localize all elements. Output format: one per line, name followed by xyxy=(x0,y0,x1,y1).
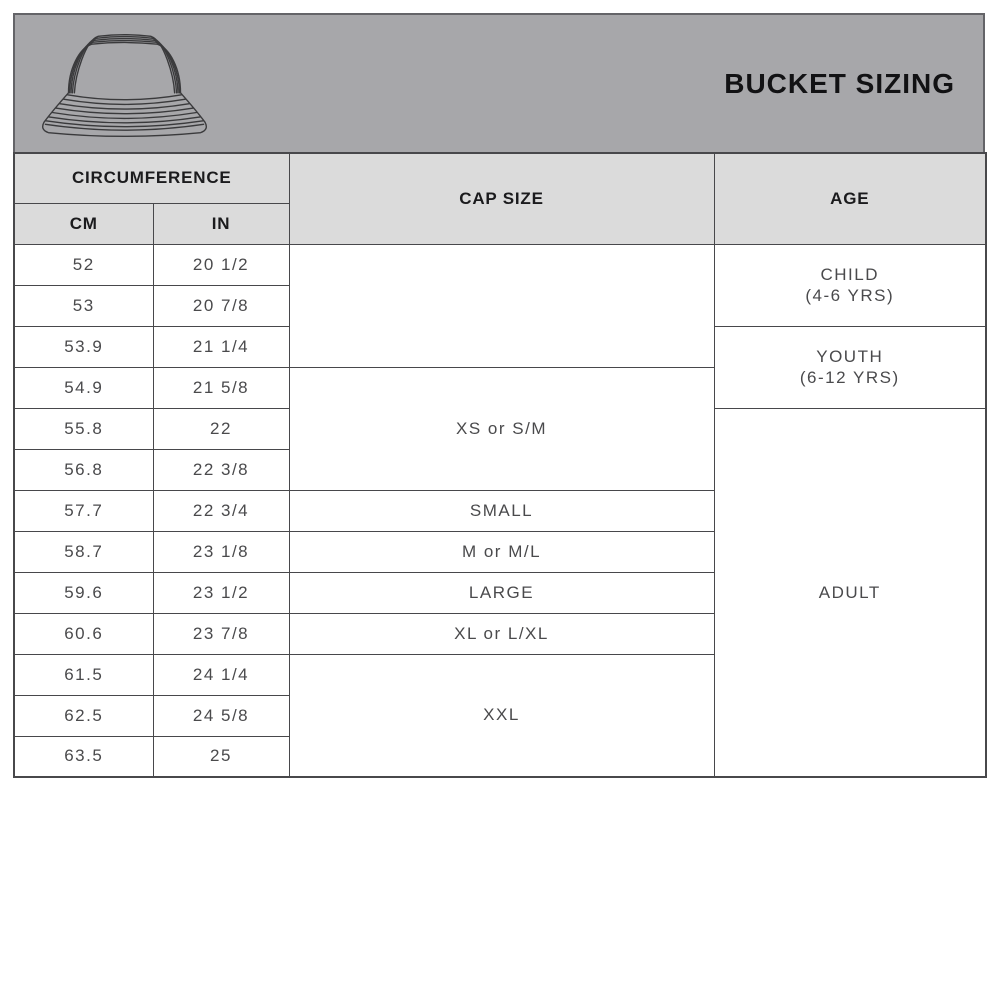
cm-cell: 55.8 xyxy=(14,408,153,449)
age-cell-adult xyxy=(714,408,986,777)
cm-cell: 56.8 xyxy=(14,449,153,490)
in-cell: 21 5/8 xyxy=(153,367,289,408)
col-header-in: IN xyxy=(153,203,289,244)
in-cell: 23 1/8 xyxy=(153,531,289,572)
in-cell: 23 1/2 xyxy=(153,572,289,613)
sizing-table xyxy=(13,152,987,778)
table-row xyxy=(14,244,986,285)
in-cell: 24 5/8 xyxy=(153,695,289,736)
cm-cell: 61.5 xyxy=(14,654,153,695)
cm-cell: 54.9 xyxy=(14,367,153,408)
cm-cell: 57.7 xyxy=(14,490,153,531)
in-cell: 20 7/8 xyxy=(153,285,289,326)
in-cell: 22 xyxy=(153,408,289,449)
cap-size-cell-small: SMALL xyxy=(289,490,714,531)
in-cell: 22 3/8 xyxy=(153,449,289,490)
col-header-age: AGE xyxy=(714,153,986,244)
cap-size-cell-xl-lxl: XL or L/XL xyxy=(289,613,714,654)
in-cell: 23 7/8 xyxy=(153,613,289,654)
cap-size-cell-large: LARGE xyxy=(289,572,714,613)
cap-size-cell-xxl: XXL xyxy=(289,654,714,777)
in-cell: 20 1/2 xyxy=(153,244,289,285)
bucket-hat-icon xyxy=(41,28,209,140)
age-sublabel: (6-12 YRS) xyxy=(799,368,900,387)
in-cell: 21 1/4 xyxy=(153,326,289,367)
in-cell: 25 xyxy=(153,736,289,777)
cm-cell: 59.6 xyxy=(14,572,153,613)
age-label: YOUTH xyxy=(816,347,884,366)
cm-cell: 63.5 xyxy=(14,736,153,777)
cm-cell: 58.7 xyxy=(14,531,153,572)
in-cell: 22 3/4 xyxy=(153,490,289,531)
page-title: BUCKET SIZING xyxy=(724,67,955,99)
cap-size-cell-xs-sm: XS or S/M xyxy=(289,367,714,490)
col-header-cm: CM xyxy=(14,203,153,244)
cm-cell: 60.6 xyxy=(14,613,153,654)
bucket-sizing-sheet xyxy=(13,13,985,778)
age-label: ADULT xyxy=(818,582,881,602)
cap-size-cell-empty xyxy=(289,244,714,367)
age-cell-child xyxy=(714,244,986,326)
cm-cell: 53 xyxy=(14,285,153,326)
cm-cell: 53.9 xyxy=(14,326,153,367)
cap-size-cell-m-ml: M or M/L xyxy=(289,531,714,572)
in-cell: 24 1/4 xyxy=(153,654,289,695)
age-label: CHILD xyxy=(820,265,879,284)
age-cell-youth xyxy=(714,326,986,408)
header-banner xyxy=(13,13,985,152)
cm-cell: 62.5 xyxy=(14,695,153,736)
col-header-cap-size: CAP SIZE xyxy=(289,153,714,244)
age-sublabel: (4-6 YRS) xyxy=(805,286,895,305)
col-header-circumference: CIRCUMFERENCE xyxy=(14,153,289,203)
cm-cell: 52 xyxy=(14,244,153,285)
